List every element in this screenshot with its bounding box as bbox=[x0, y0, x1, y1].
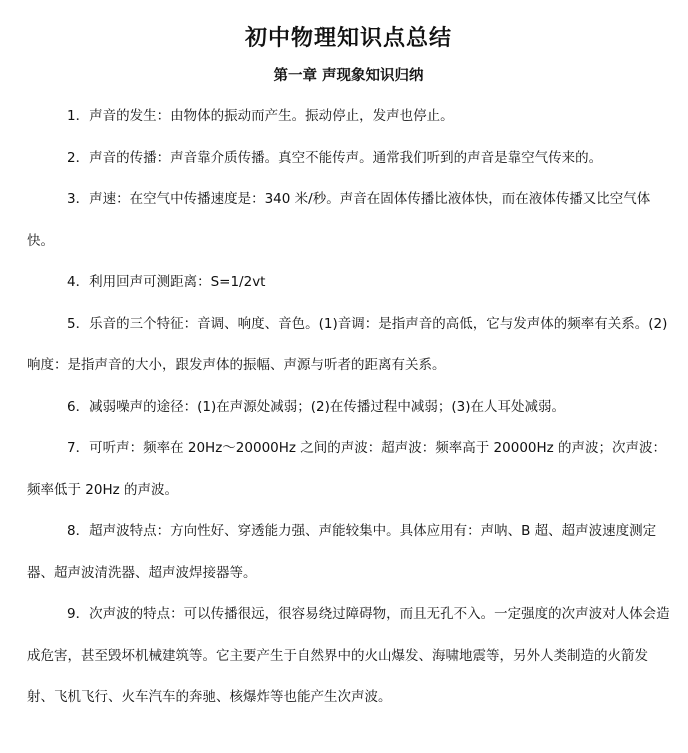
document-title: 初中物理知识点总结 bbox=[244, 26, 452, 51]
knowledge-item-4: 4．利用回声可测距离：S=1/2vt bbox=[67, 274, 266, 290]
knowledge-item-6: 6．减弱噪声的途径：(1)在声源处减弱；(2)在传播过程中减弱；(3)在人耳处减弱。 bbox=[67, 398, 565, 415]
knowledge-item-3: 3．声速：在空气中传播速度是：340 米/秒。声音在固体传播比液体快，而在液体传播又比空气体快。 bbox=[27, 191, 651, 249]
knowledge-item-7: 7．可听声：频率在 20Hz～20000Hz 之间的声波：超声波：频率高于 20000Hz 的声波；次声波：频率低于 20Hz 的声波。 bbox=[27, 440, 667, 498]
knowledge-item-9: 9．次声波的特点：可以传播很远，很容易绕过障碍物，而且无孔不入。一定强度的次声波对人体会造成危害，甚至毁坏机械建筑等。它主要产生于自然界中的火山爆发、海啸地震等，另外人类制造的火箭发射、飞机飞行、火车汽车的奔驰、核爆炸等也能产生次声波。 bbox=[27, 606, 670, 705]
knowledge-item-5: 5．乐音的三个特征：音调、响度、音色。(1)音调：是指声音的高低，它与发声体的频率有关系。(2)响度：是指声音的大小，跟发声体的振幅、声源与听者的距离有关系。 bbox=[27, 315, 668, 373]
knowledge-item-2: 2．声音的传播：声音靠介质传播。真空不能传声。通常我们听到的声音是靠空气传来的。 bbox=[67, 149, 603, 166]
knowledge-item-1: 1．声音的发生：由物体的振动而产生。振动停止，发声也停止。 bbox=[67, 108, 454, 124]
knowledge-item-8: 8．超声波特点：方向性好、穿透能力强、声能较集中。具体应用有：声呐、B 超、超声波速度测定器、超声波清洗器、超声波焊接器等。 bbox=[27, 523, 657, 581]
knowledge-list bbox=[27, 96, 670, 719]
chapter-title: 第一章 声现象知识归纳 bbox=[273, 68, 424, 84]
